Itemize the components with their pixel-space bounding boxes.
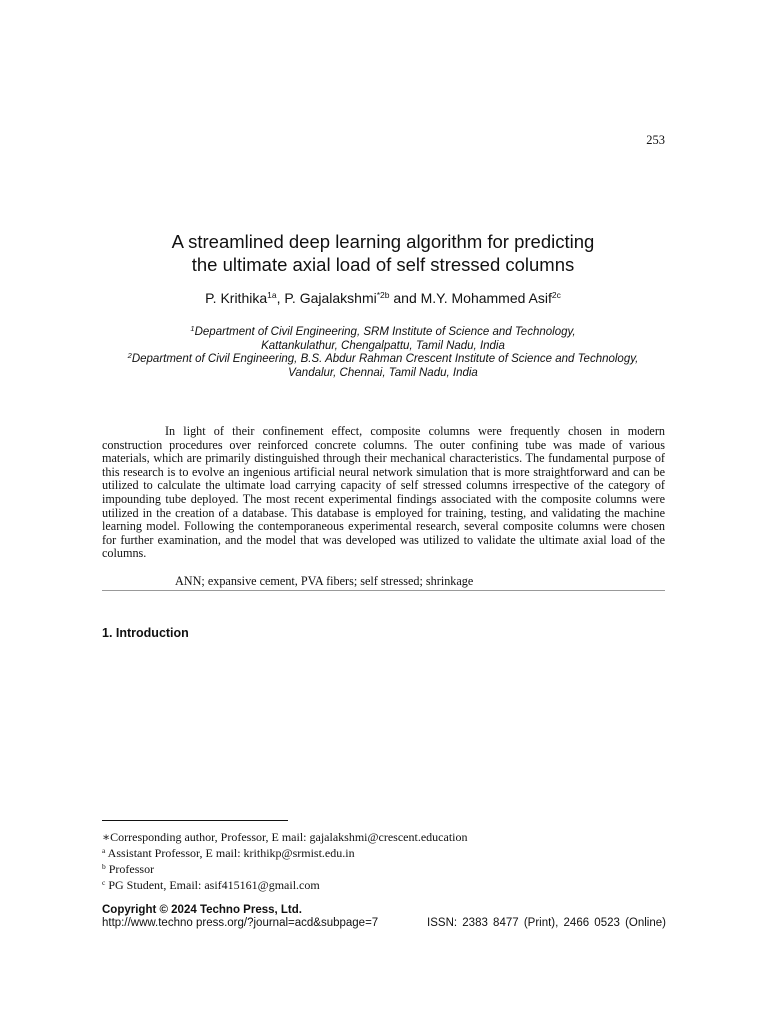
author-list [100, 290, 666, 306]
author-separator-1: , [276, 290, 285, 306]
footnote-a [102, 844, 665, 860]
footnote-divider [102, 820, 288, 821]
issn: ISSN: 2383 8477 (Print), 2466 0523 (Online) [427, 917, 666, 929]
author-separator-2: and [389, 290, 421, 306]
journal-url: http://www.techno press.org/?journal=acd&subpage=7 [102, 917, 379, 929]
affiliation-2-line-2: Vandalur, Chennai, Tamil Nadu, India [288, 367, 478, 379]
author-3-name: M.Y. Mohammed Asif [420, 290, 552, 306]
author-2-affiliation-mark: *2b [376, 290, 390, 300]
footnote-mark: ∗ [102, 830, 111, 844]
section-heading-introduction: 1. Introduction [102, 626, 189, 640]
author-1-affiliation-mark: 1a [267, 290, 277, 300]
footnote-mark: c [102, 878, 106, 887]
footnote-mark: b [102, 862, 106, 871]
affiliation-2 [100, 349, 666, 380]
abstract-divider [102, 590, 665, 591]
footnote-mark: a [102, 846, 106, 855]
page-number: 253 [646, 133, 665, 147]
footnote-text: Professor [105, 862, 155, 876]
footnotes [102, 830, 665, 892]
affiliation-2-mark: 2 [127, 351, 132, 360]
paper-title-line-1: A streamlined deep learning algorithm for predicting [171, 231, 595, 252]
author-1-name: P. Krithika [205, 290, 268, 306]
author-3-affiliation-mark: 2c [551, 290, 561, 300]
author-2-name: P. Gajalakshmi [284, 290, 377, 306]
footnote-text: Corresponding author, Professor, E mail: gajalakshmi@crescent.education [110, 830, 468, 844]
keywords: ANN; expansive cement, PVA fibers; self stressed; shrinkage [175, 574, 474, 588]
copyright-notice: Copyright © 2024 Techno Press, Ltd. [102, 904, 302, 916]
footnote-corresponding-author [102, 830, 665, 844]
footnote-c [102, 876, 665, 892]
affiliation-1-line-1: Department of Civil Engineering, SRM Institute of Science and Technology, [194, 326, 576, 338]
affiliation-1-mark: 1 [190, 324, 195, 333]
affiliation-2-line-1: Department of Civil Engineering, B.S. Abdur Rahman Crescent Institute of Science and Technology, [131, 353, 639, 365]
paper-title-line-2: the ultimate axial load of self stressed columns [191, 254, 575, 275]
footnote-text: PG Student, Email: asif415161@gmail.com [105, 878, 320, 892]
paper-title [100, 230, 666, 276]
affiliation-1-line-2: Kattankulathur, Chengalpattu, Tamil Nadu, India [261, 340, 505, 352]
footnote-text: Assistant Professor, E mail: krithikp@srmist.edu.in [105, 846, 355, 860]
footnote-b [102, 860, 665, 876]
abstract: In light of their confinement effect, composite columns were frequently chosen in modern construction procedures over reinforced concrete columns. The outer confining tube was made of various materials, which are primarily distinguished through their mechanical characteristics. The fundamental purpose of this research is to evolve an ingenious artificial neural network simulation that is more straightforward and can be utilized to calculate the ultimate load carrying capacity of self stressed columns irrespective of the category of impounding tube deployed. The most recent experimental findings associated with the composite columns were utilized in the creation of a database. This database is employed for training, testing, and validating the machine learning model. Following the contemporaneous experimental research, several composite columns were chosen for further examination, and the model that was developed was utilized to validate the ultimate axial load of the columns. [102, 424, 665, 561]
